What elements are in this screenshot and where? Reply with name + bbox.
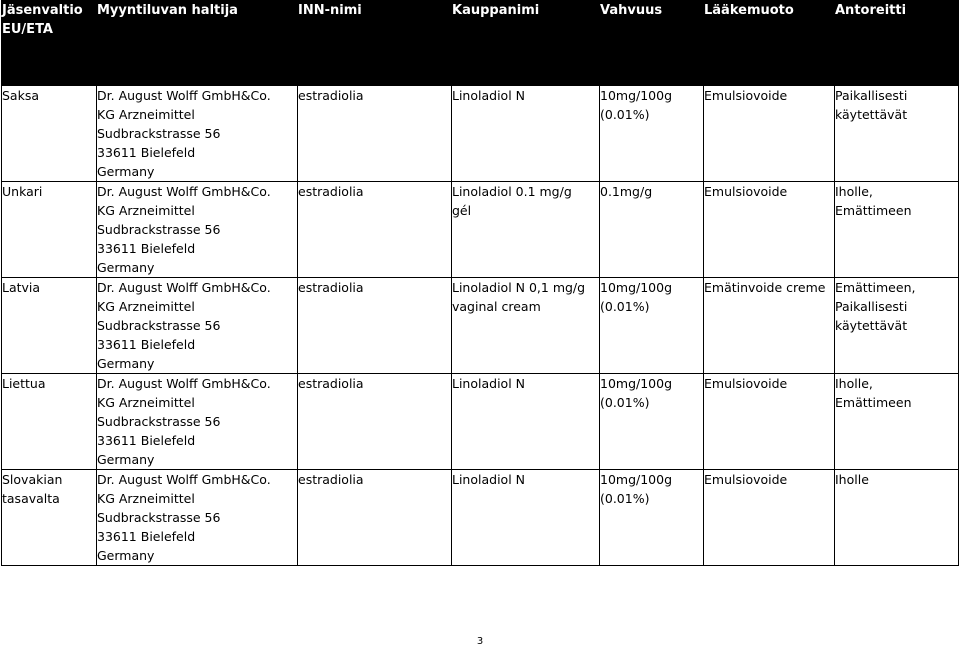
cell-route-line: Paikallisesti [835, 88, 908, 103]
cell-holder [97, 182, 298, 278]
cell-strength-line: 10mg/100g [600, 88, 673, 103]
cell-holder-line: 33611 Bielefeld [97, 433, 196, 448]
cell-trade-name-line: Linoladiol N 0,1 mg/g [452, 280, 586, 295]
cell-route-line: Emättimeen [835, 203, 912, 218]
cell-form-line: Emulsiovoide [704, 184, 788, 199]
cell-holder-line: KG Arzneimittel [97, 491, 195, 506]
cell-trade-name-line: Linoladiol N [452, 376, 525, 391]
cell-strength-line: (0.01%) [600, 299, 650, 314]
cell-route [835, 374, 959, 470]
cell-route-line: Iholle, [835, 376, 873, 391]
header-member-state [2, 1, 97, 86]
cell-trade-name [452, 470, 600, 566]
cell-holder-line: Sudbrackstrasse 56 [97, 414, 221, 429]
cell-holder-line: 33611 Bielefeld [97, 145, 196, 160]
header-trade-name: Kauppanimi [452, 1, 600, 86]
table-row [2, 278, 959, 374]
cell-trade-name [452, 86, 600, 182]
cell-route [835, 470, 959, 566]
cell-form [704, 86, 835, 182]
cell-form-line: Emätinvoide creme [704, 280, 826, 295]
cell-route [835, 182, 959, 278]
cell-holder [97, 86, 298, 182]
cell-country-line: Liettua [2, 376, 46, 391]
page-number: 3 [476, 636, 484, 647]
cell-route-line: käytettävät [835, 318, 908, 333]
cell-inn-line: estradiolia [298, 88, 364, 103]
cell-holder-line: KG Arzneimittel [97, 395, 195, 410]
cell-country-line: Saksa [2, 88, 40, 103]
header-member-state-line-1: Jäsenvaltio [2, 3, 83, 18]
cell-holder-line: Germany [97, 164, 155, 179]
table-row [2, 86, 959, 182]
cell-strength-line: 0.1mg/g [600, 184, 653, 199]
cell-strength-line: 10mg/100g [600, 376, 673, 391]
cell-inn-line: estradiolia [298, 472, 364, 487]
cell-strength [600, 278, 704, 374]
cell-holder-line: Dr. August Wolff GmbH&Co. [97, 88, 271, 103]
cell-holder-line: Germany [97, 452, 155, 467]
cell-holder-line: Dr. August Wolff GmbH&Co. [97, 280, 271, 295]
cell-country [2, 86, 97, 182]
header-holder: Myyntiluvan haltija [97, 1, 298, 86]
cell-holder-line: Sudbrackstrasse 56 [97, 222, 221, 237]
cell-strength [600, 86, 704, 182]
cell-holder-line: KG Arzneimittel [97, 203, 195, 218]
cell-route-line: Emättimeen [835, 395, 912, 410]
cell-holder-line: Germany [97, 548, 155, 563]
cell-country [2, 278, 97, 374]
cell-country-line: Slovakian [2, 472, 63, 487]
cell-holder-line: Sudbrackstrasse 56 [97, 510, 221, 525]
cell-holder [97, 374, 298, 470]
header-strength: Vahvuus [600, 1, 704, 86]
table-row [2, 470, 959, 566]
cell-form [704, 470, 835, 566]
cell-holder-line: Sudbrackstrasse 56 [97, 126, 221, 141]
cell-strength-line: 10mg/100g [600, 280, 673, 295]
cell-strength-line: (0.01%) [600, 107, 650, 122]
header-member-state-line-2: EU/ETA [2, 22, 53, 37]
cell-form-line: Emulsiovoide [704, 88, 788, 103]
cell-holder-line: Germany [97, 260, 155, 275]
product-table [1, 0, 959, 566]
cell-inn [298, 278, 452, 374]
cell-trade-name [452, 278, 600, 374]
cell-holder-line: KG Arzneimittel [97, 299, 195, 314]
cell-holder-line: 33611 Bielefeld [97, 529, 196, 544]
cell-route-line: Paikallisesti [835, 299, 908, 314]
header-inn: INN-nimi [298, 1, 452, 86]
cell-strength-line: (0.01%) [600, 491, 650, 506]
cell-inn-line: estradiolia [298, 280, 364, 295]
cell-route [835, 86, 959, 182]
cell-country [2, 374, 97, 470]
cell-inn [298, 182, 452, 278]
cell-holder-line: KG Arzneimittel [97, 107, 195, 122]
table-row [2, 374, 959, 470]
cell-form [704, 182, 835, 278]
cell-strength-line: 10mg/100g [600, 472, 673, 487]
cell-holder-line: Dr. August Wolff GmbH&Co. [97, 376, 271, 391]
cell-route [835, 278, 959, 374]
cell-inn-line: estradiolia [298, 184, 364, 199]
cell-route-line: Iholle, [835, 184, 873, 199]
cell-country-line: Unkari [2, 184, 43, 199]
cell-country-line: tasavalta [2, 491, 60, 506]
cell-inn [298, 86, 452, 182]
cell-strength [600, 182, 704, 278]
cell-holder-line: Dr. August Wolff GmbH&Co. [97, 184, 271, 199]
cell-country-line: Latvia [2, 280, 41, 295]
cell-strength [600, 470, 704, 566]
cell-country [2, 470, 97, 566]
cell-trade-name-line: vaginal cream [452, 299, 541, 314]
cell-form [704, 374, 835, 470]
cell-inn [298, 470, 452, 566]
cell-trade-name [452, 374, 600, 470]
cell-trade-name-line: gél [452, 203, 472, 218]
cell-holder-line: Sudbrackstrasse 56 [97, 318, 221, 333]
table-row [2, 182, 959, 278]
cell-strength-line: (0.01%) [600, 395, 650, 410]
cell-holder [97, 278, 298, 374]
cell-holder-line: Germany [97, 356, 155, 371]
cell-route-line: Iholle [835, 472, 869, 487]
cell-holder-line: Dr. August Wolff GmbH&Co. [97, 472, 271, 487]
cell-country [2, 182, 97, 278]
cell-route-line: Emättimeen, [835, 280, 916, 295]
cell-holder-line: 33611 Bielefeld [97, 241, 196, 256]
cell-holder [97, 470, 298, 566]
cell-route-line: käytettävät [835, 107, 908, 122]
header-row [2, 1, 959, 86]
cell-form [704, 278, 835, 374]
cell-form-line: Emulsiovoide [704, 376, 788, 391]
cell-trade-name-line: Linoladiol N [452, 88, 525, 103]
cell-form-line: Emulsiovoide [704, 472, 788, 487]
cell-holder-line: 33611 Bielefeld [97, 337, 196, 352]
cell-trade-name-line: Linoladiol 0.1 mg/g [452, 184, 572, 199]
header-route: Antoreitti [835, 1, 959, 86]
cell-strength [600, 374, 704, 470]
cell-trade-name-line: Linoladiol N [452, 472, 525, 487]
cell-trade-name [452, 182, 600, 278]
cell-inn-line: estradiolia [298, 376, 364, 391]
cell-inn [298, 374, 452, 470]
header-form: Lääkemuoto [704, 1, 835, 86]
